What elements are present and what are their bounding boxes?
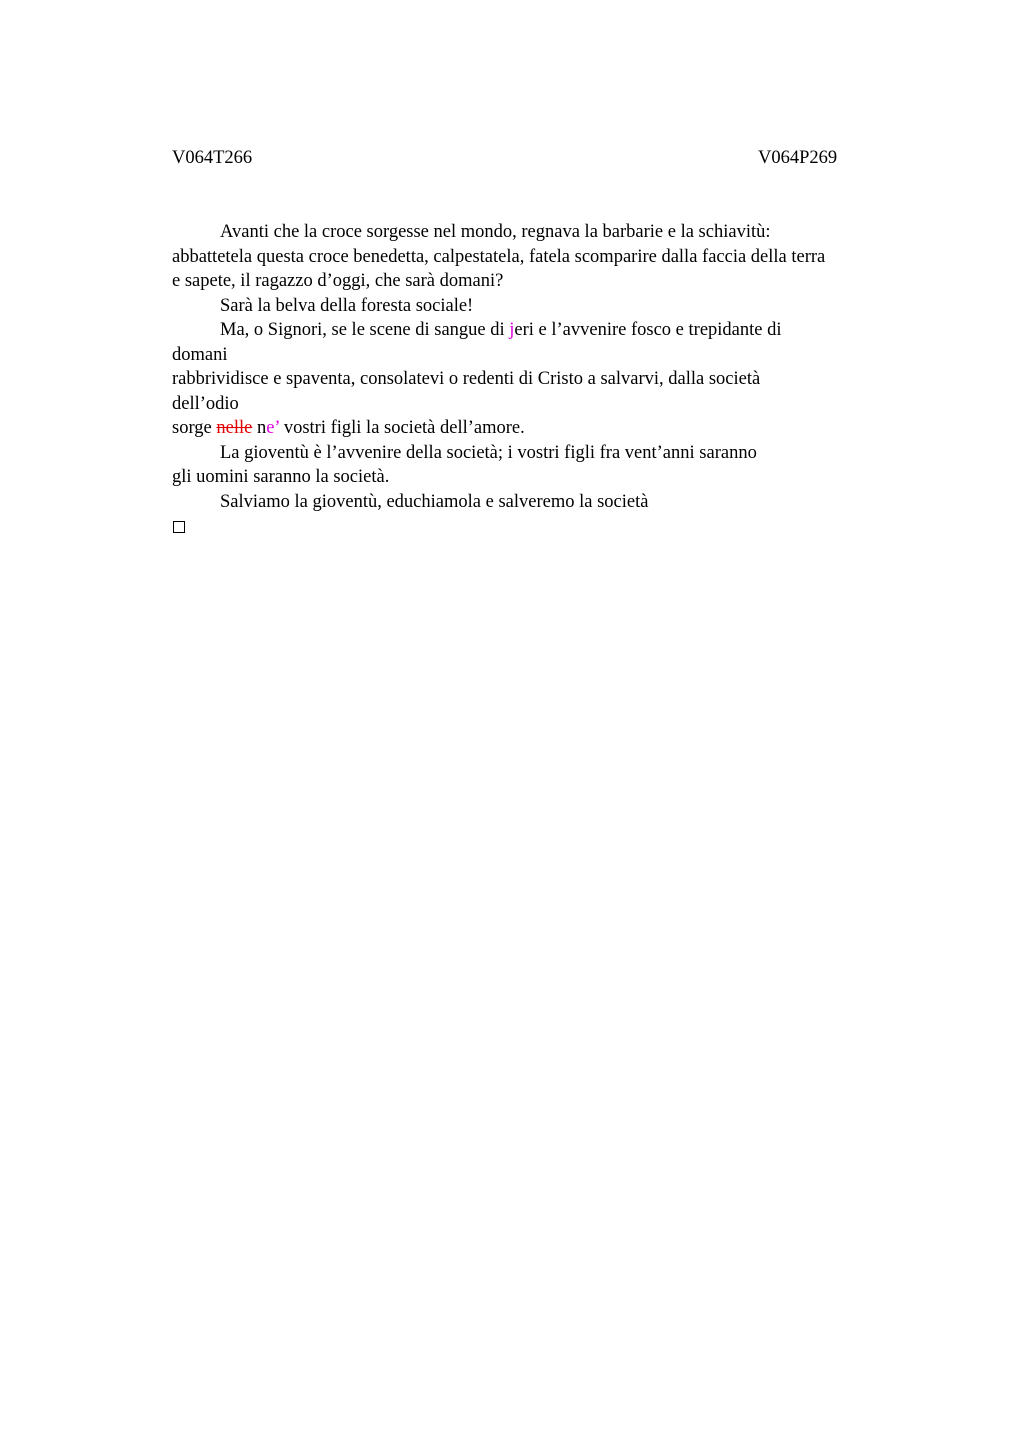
paragraph-3-line-3: rabbrividisce e spaventa, consolatevi o redenti di Cristo a salvarvi, dalla società [172, 369, 761, 389]
paragraph-3-line-1 [172, 318, 912, 343]
paragraph-3-line-4: dell’odio [172, 393, 239, 414]
paragraph-4-line-2: gli uomini saranno la società. [172, 467, 390, 487]
paragraph-1-line-2: abbattetela questa croce benedetta, calpestatela, fatela scomparire dalla faccia della terra [172, 246, 826, 267]
text-segment: Ma, o Signori, se le scene di sangue di [220, 320, 510, 340]
paragraph-3-line-5 [172, 416, 912, 441]
paragraph-5-line-1: Salviamo la gioventù, educhiamola e salveremo la società [220, 491, 649, 512]
text-segment: sorge [172, 418, 217, 438]
paragraph-4-line-1: La gioventù è l’avvenire della società; i vostri figli fra vent’anni saranno [220, 442, 757, 463]
text-segment: eri e l’avvenire fosco e trepidante di [514, 320, 782, 340]
text-segment: n [252, 418, 267, 438]
paragraph-1-line-3: e sapete, il ragazzo d’oggi, che sarà domani? [172, 271, 504, 291]
document-code-left: V064T266 [172, 148, 253, 168]
document-code-right: V064P269 [758, 148, 838, 168]
paragraph-1-line-1: Avanti che la croce sorgesse nel mondo, regnava la barbarie e la schiavitù: [220, 222, 771, 242]
inserted-text: e’ [266, 418, 280, 438]
deleted-text: nelle [216, 418, 253, 438]
paragraph-3-line-2: domani [172, 344, 228, 365]
inserted-text: j [509, 320, 515, 340]
end-marker-line [172, 514, 912, 539]
document-body [172, 220, 912, 539]
paragraph-2-line-1: Sarà la belva della foresta sociale! [220, 295, 474, 316]
end-of-text-box-icon [173, 521, 185, 533]
text-segment: vostri figli la società dell’amore. [279, 418, 525, 438]
